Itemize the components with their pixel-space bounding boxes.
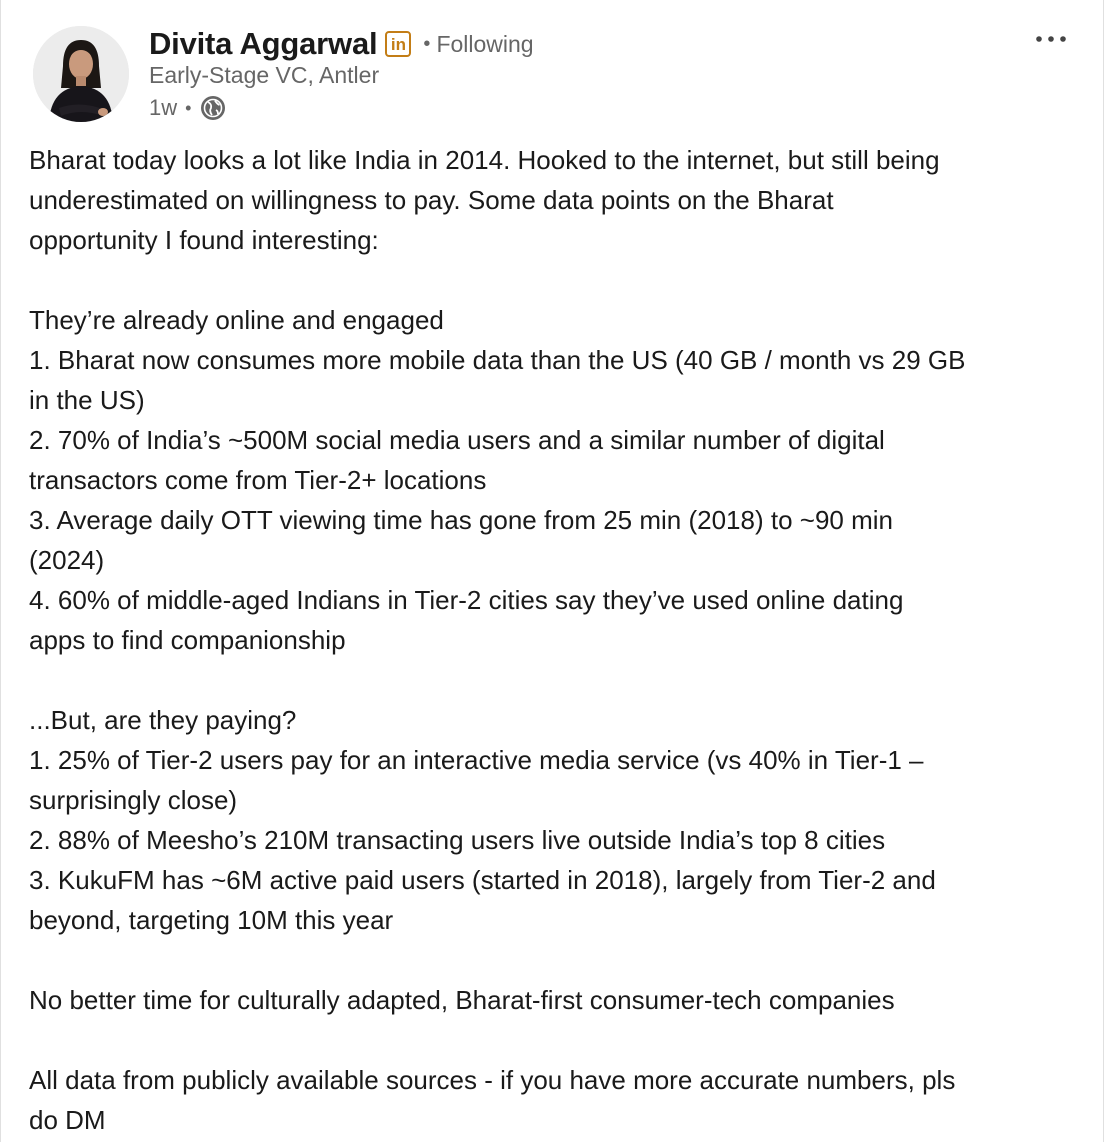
post-line: 3. Average daily OTT viewing time has gone from 25 min (2018) to ~90 min: [29, 505, 893, 535]
post-line: 3. KukuFM has ~6M active paid users (started in 2018), largely from Tier-2 and: [29, 865, 936, 895]
paragraph-gap: [29, 1020, 1079, 1060]
globe-icon: [199, 94, 227, 122]
post-line: transactors come from Tier-2+ locations: [29, 465, 487, 495]
following-status: Following: [436, 30, 534, 57]
post-time[interactable]: 1w: [149, 95, 178, 120]
paragraph-gap: [29, 660, 1079, 700]
paragraph-gap: [29, 940, 1079, 980]
avatar-photo: [33, 26, 129, 122]
post-text: [29, 140, 1079, 1140]
paragraph-gap: [29, 260, 1079, 300]
post-line: in the US): [29, 385, 145, 415]
post-line: apps to find companionship: [29, 625, 346, 655]
meta-separator: •: [185, 97, 192, 118]
post-line: All data from publicly available sources - if you have more accurate numbers, pls: [29, 1065, 956, 1095]
post-line: 1. 25% of Tier-2 users pay for an interactive media service (vs 40% in Tier-1 –: [29, 745, 924, 775]
post-line: underestimated on willingness to pay. Some data points on the Bharat: [29, 185, 834, 215]
post-line: (2024): [29, 545, 105, 575]
post-line: 2. 70% of India’s ~500M social media users and a similar number of digital: [29, 425, 885, 455]
linkedin-premium-badge-icon: in: [385, 31, 411, 57]
post-line: beyond, targeting 10M this year: [29, 905, 394, 935]
post-line: They’re already online and engaged: [29, 305, 444, 335]
post-line: 1. Bharat now consumes more mobile data than the US (40 GB / month vs 29 GB: [29, 345, 966, 375]
post-line: 4. 60% of middle-aged Indians in Tier-2 cities say they’ve used online dating: [29, 585, 904, 615]
author-row: [149, 24, 534, 64]
more-options-button[interactable]: [1025, 22, 1077, 56]
post-line: No better time for culturally adapted, Bharat-first consumer-tech companies: [29, 985, 895, 1015]
author-headline: Early-Stage VC, Antler: [149, 62, 380, 88]
post-line: ...But, are they paying?: [29, 705, 297, 735]
connection-separator: •: [423, 32, 431, 55]
post-meta: [149, 92, 227, 124]
post-line: opportunity I found interesting:: [29, 225, 379, 255]
author-name[interactable]: Divita Aggarwal: [149, 26, 378, 61]
post-line: do DM: [29, 1105, 106, 1135]
author-avatar[interactable]: [33, 26, 129, 122]
post-line: surprisingly close): [29, 785, 238, 815]
post-line: Bharat today looks a lot like India in 2014. Hooked to the internet, but still being: [29, 145, 940, 175]
more-dots-icon: [1033, 34, 1069, 44]
post-line: 2. 88% of Meesho’s 210M transacting users live outside India’s top 8 cities: [29, 825, 886, 855]
